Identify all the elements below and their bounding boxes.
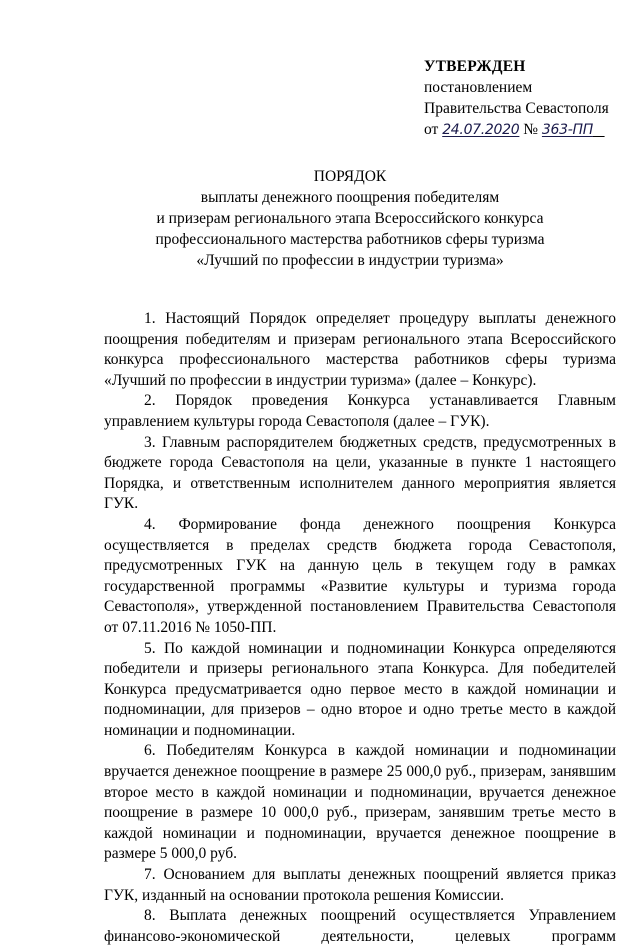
paragraph-1: 1. Настоящий Порядок определяет процедуру выплаты денежного поощрения победителям и призерам регионального этапа Всероссийского конкурса профессионального мастерства работников сферы туризма «Лучший по профессии в индустрии туризма» (далее – Конкурс).: [104, 310, 616, 389]
title-line: «Лучший по профессии в индустрии туризма»: [196, 252, 504, 269]
title-line: выплаты денежного поощрения победителям: [200, 189, 500, 206]
number-prefix: №: [523, 121, 539, 138]
title-line: и призерам регионального этапа Всероссийского конкурса: [156, 210, 544, 227]
approved-label: УТВЕРЖДЕН: [424, 58, 526, 75]
document-body: [104, 309, 616, 947]
title-line: профессионального мастерства работников сферы туризма: [155, 231, 545, 248]
paragraph-6: 6. Победителям Конкурса в каждой номинации и подноминации вручается денежное поощрение в размере 25 000,0 руб., призерам, занявшим второе место в каждой номинации и подноминации, вручается денежное поощрение в размере 10 000,0 руб., призерам, занявшим третье место в каждой номинации и подноминации, вручается денежное поощрение в размере 5 000,0 руб.: [104, 742, 616, 863]
approval-stamp: [424, 56, 609, 141]
paragraph-8: 8. Выплата денежных поощрений осуществляется Управлением финансово-экономической деятельности, целевых программ: [104, 907, 616, 945]
paragraph-3: 3. Главным распорядителем бюджетных средств, предусмотренных в бюджете города Севастополя на цели, указанные в пункте 1 настоящего Порядка, и ответственным исполнителем данного мероприятия является ГУК.: [104, 433, 616, 513]
approval-date: 24.07.2020: [442, 122, 520, 138]
paragraph-7: 7. Основанием для выплаты денежных поощрений является приказ ГУК, изданный на основании протокола решения Комиссии.: [104, 866, 616, 904]
date-prefix: от: [424, 121, 439, 138]
number-underline: [593, 121, 605, 138]
authority-label: Правительства Севастополя: [424, 100, 609, 117]
paragraph-2: 2. Порядок проведения Конкурса устанавливается Главным управлением культуры города Севастополя (далее – ГУК).: [104, 392, 616, 430]
document-title: [110, 166, 590, 271]
approval-number: 363-ПП: [541, 122, 593, 138]
approval-date-line: [424, 119, 609, 141]
resolution-label: постановлением: [424, 79, 533, 96]
paragraph-5: 5. По каждой номинации и подноминации Конкурса определяются победители и призеры регионального этапа Конкурса. Для победителей Конкурса предусматривается одно первое место в каждой номинации и подноминации, для призеров – одно второе и одно третье место в каждой номинации и подноминации.: [104, 639, 616, 739]
paragraph-4: 4. Формирование фонда денежного поощрения Конкурса осуществляется в пределах средств бюджета города Севастополя, предусмотренных ГУК на данную цель в текущем году в рамках государственной программы «Развитие культуры и туризма города Севастополя», утвержденной постановлением Правительства Севастополя от 07.11.2016 № 1050-ПП.: [104, 515, 616, 636]
title-heading: ПОРЯДОК: [313, 168, 387, 185]
